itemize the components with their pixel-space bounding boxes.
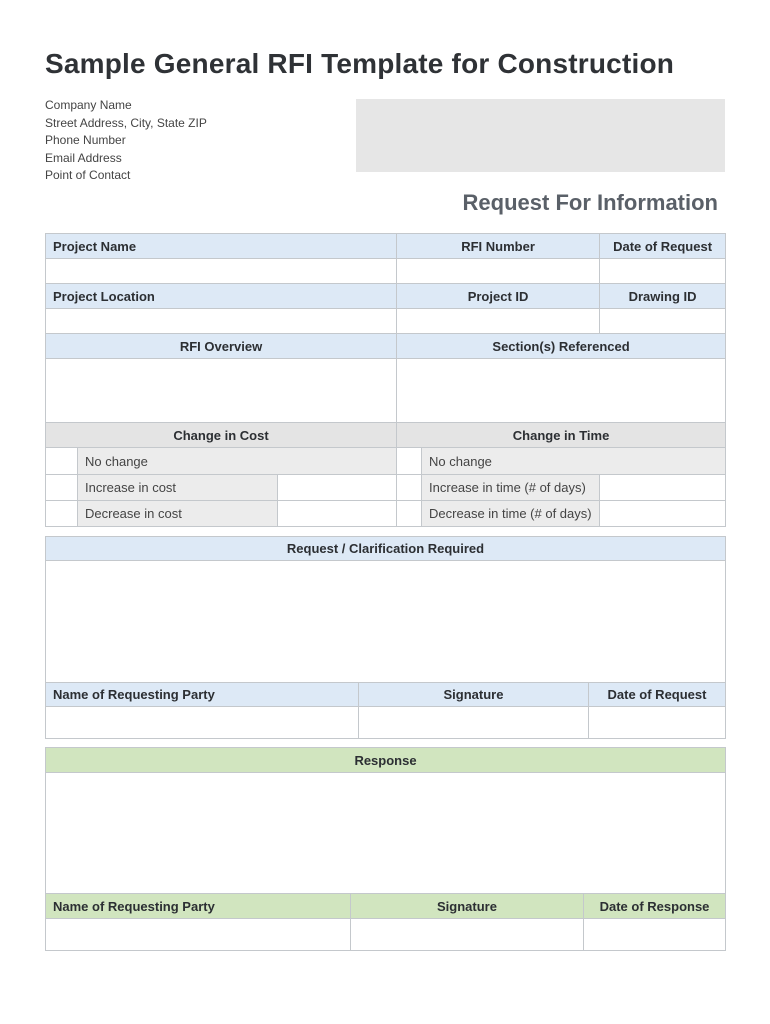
request-signature-header: Signature	[359, 683, 589, 707]
rfi-overview-field[interactable]	[46, 359, 397, 423]
change-in-cost-header: Change in Cost	[46, 423, 397, 448]
time-decrease-checkbox[interactable]	[397, 501, 422, 527]
logo-placeholder[interactable]	[356, 99, 725, 172]
response-date-header: Date of Response	[584, 894, 726, 919]
response-table	[45, 747, 726, 951]
company-name: Company Name	[45, 98, 132, 112]
rfi-number-field[interactable]	[397, 259, 600, 284]
company-phone: Phone Number	[45, 133, 126, 147]
request-table	[45, 536, 726, 739]
drawing-id-field[interactable]	[600, 309, 726, 334]
change-in-time-header: Change in Time	[397, 423, 726, 448]
request-name-header: Name of Requesting Party	[46, 683, 359, 707]
company-contact: Point of Contact	[45, 168, 131, 182]
project-id-header: Project ID	[397, 284, 600, 309]
project-id-field[interactable]	[397, 309, 600, 334]
response-signature-field[interactable]	[351, 919, 584, 951]
cost-increase-checkbox[interactable]	[46, 475, 78, 501]
time-decrease-label: Decrease in time (# of days)	[422, 501, 600, 527]
time-increase-days-field[interactable]	[600, 475, 726, 501]
request-date-field[interactable]	[589, 707, 726, 739]
response-field[interactable]	[46, 773, 726, 894]
company-address: Street Address, City, State ZIP	[45, 115, 207, 130]
rfi-heading: Request For Information	[462, 190, 718, 215]
time-increase-label: Increase in time (# of days)	[422, 475, 600, 501]
date-of-request-header: Date of Request	[600, 234, 726, 259]
document-title: Sample General RFI Template for Construction	[45, 48, 675, 79]
cost-increase-label: Increase in cost	[78, 475, 278, 501]
response-date-field[interactable]	[584, 919, 726, 951]
project-location-header: Project Location	[46, 284, 397, 309]
time-decrease-days-field[interactable]	[600, 501, 726, 527]
time-no-change-label: No change	[422, 448, 726, 475]
response-name-header: Name of Requesting Party	[46, 894, 351, 919]
rfi-number-header: RFI Number	[397, 234, 600, 259]
project-table	[45, 233, 726, 527]
response-header: Response	[46, 748, 726, 773]
request-date-header: Date of Request	[589, 683, 726, 707]
time-increase-checkbox[interactable]	[397, 475, 422, 501]
cost-increase-amount-field[interactable]	[278, 475, 397, 501]
response-signature-header: Signature	[351, 894, 584, 919]
company-email: Email Address	[45, 150, 122, 165]
cost-no-change-checkbox[interactable]	[46, 448, 78, 475]
project-location-field[interactable]	[46, 309, 397, 334]
request-signature-field[interactable]	[359, 707, 589, 739]
request-clarification-field[interactable]	[46, 561, 726, 683]
request-name-field[interactable]	[46, 707, 359, 739]
company-info	[45, 97, 207, 185]
sections-referenced-header: Section(s) Referenced	[397, 334, 726, 359]
cost-decrease-checkbox[interactable]	[46, 501, 78, 527]
date-of-request-field[interactable]	[600, 259, 726, 284]
response-name-field[interactable]	[46, 919, 351, 951]
drawing-id-header: Drawing ID	[600, 284, 726, 309]
sections-referenced-field[interactable]	[397, 359, 726, 423]
time-no-change-checkbox[interactable]	[397, 448, 422, 475]
cost-no-change-label: No change	[78, 448, 397, 475]
project-name-header: Project Name	[46, 234, 397, 259]
request-clarification-header: Request / Clarification Required	[46, 537, 726, 561]
cost-decrease-label: Decrease in cost	[78, 501, 278, 527]
project-name-field[interactable]	[46, 259, 397, 284]
rfi-overview-header: RFI Overview	[46, 334, 397, 359]
cost-decrease-amount-field[interactable]	[278, 501, 397, 527]
